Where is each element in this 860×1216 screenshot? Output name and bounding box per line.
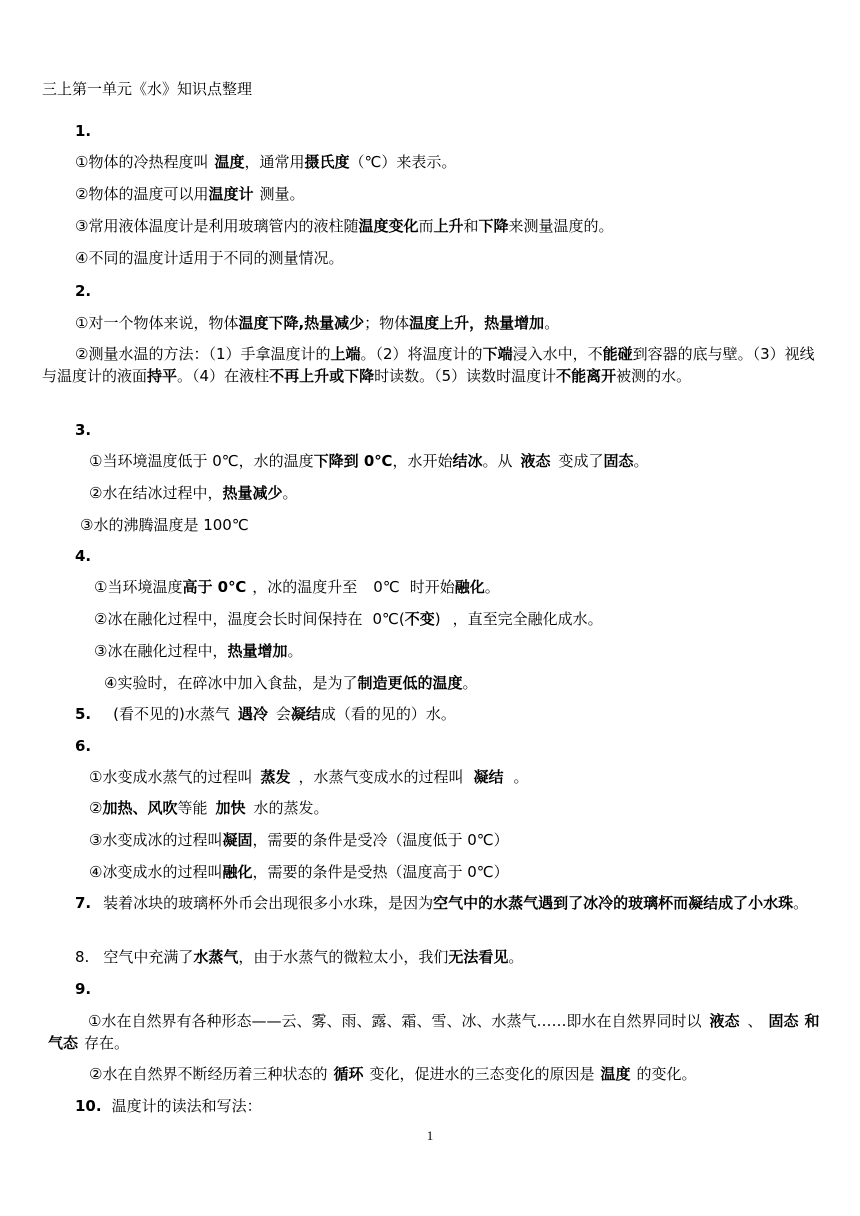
s9-line-2: ②水在自然界不断经历着三种状态的 循环 变化，促进水的三态变化的原因是 温度 的变化。 [89, 1065, 697, 1083]
s4-line-2: ②冰在融化过程中，温度会长时间保持在 0℃(不变) ，直至完全融化成水。 [94, 610, 603, 628]
s6-line-1: ①水变成水蒸气的过程叫 蒸发 ，水蒸气变成水的过程叫 凝结 。 [89, 768, 529, 786]
s8-line: 8. 空气中充满了水蒸气，由于水蒸气的微粒太小，我们无法看见。 [75, 948, 524, 966]
s4-line-1: ①当环境温度高于 0℃ ，冰的温度升至 0℃ 时开始融化。 [94, 578, 500, 596]
s2-line-1: ①对一个物体来说，物体温度下降,热量减少；物体温度上升，热量增加。 [75, 314, 560, 332]
s5-line: 5. (看不见的)水蒸气 遇冷 会凝结成（看的见的）水。 [75, 705, 456, 723]
s9-paragraph-1: ①水在自然界有各种形态——云、雾、雨、露、霜、雪、冰、水蒸气……即水在自然界同时以 液态 、 固态 和气态 存在。 [48, 1012, 820, 1052]
section-6-number: 6. [75, 737, 92, 755]
section-9-number: 9. [75, 980, 92, 998]
section-1-number: 1. [75, 122, 92, 140]
section-2-number: 2. [75, 282, 92, 300]
s3-line-3: ③水的沸腾温度是 100℃ [80, 516, 249, 534]
page-number: 1 [426, 1128, 434, 1143]
s3-line-2: ②水在结冰过程中，热量减少。 [89, 484, 298, 502]
s3-line-1: ①当环境温度低于 0℃，水的温度下降到 0℃，水开始结冰。从 液态 变成了固态。 [89, 452, 649, 470]
s1-line-4: ④不同的温度计适用于不同的测量情况。 [75, 249, 344, 267]
s6-line-2: ②加热、风吹等能 加快 水的蒸发。 [89, 799, 329, 817]
s2-paragraph-2: ②测量水温的方法：（1）手拿温度计的上端。（2）将温度计的下端浸入水中，不能碰到容器的底与壁。（3）视线与温度计的液面持平。（4）在液柱不再上升或下降时读数。（5）读数时温度计不能离开被测的水。 [42, 345, 815, 385]
s1-line-2: ②物体的温度可以用温度计 测量。 [75, 185, 305, 203]
s1-line-3: ③常用液体温度计是利用玻璃管内的液柱随温度变化而上升和下降来测量温度的。 [75, 217, 614, 235]
section-4-number: 4. [75, 547, 92, 565]
s6-line-4: ④冰变成水的过程叫融化，需要的条件是受热（温度高于 0℃） [89, 863, 509, 881]
s1-line-1: ①物体的冷热程度叫 温度，通常用摄氏度（℃）来表示。 [75, 153, 457, 171]
s7-paragraph: 7. 装着冰块的玻璃杯外币会出现很多小水珠，是因为空气中的水蒸气遇到了冰冷的玻璃杯而凝结成了小水珠。 [75, 894, 809, 912]
s10-line: 10. 温度计的读法和写法： [75, 1097, 262, 1115]
s4-line-4: ④实验时，在碎冰中加入食盐，是为了制造更低的温度。 [104, 674, 478, 692]
section-3-number: 3. [75, 421, 92, 439]
s6-line-3: ③水变成冰的过程叫凝固，需要的条件是受冷（温度低于 0℃） [89, 831, 509, 849]
page-title: 三上第一单元《水》知识点整理 [42, 80, 253, 98]
s4-line-3: ③冰在融化过程中，热量增加。 [94, 642, 303, 660]
